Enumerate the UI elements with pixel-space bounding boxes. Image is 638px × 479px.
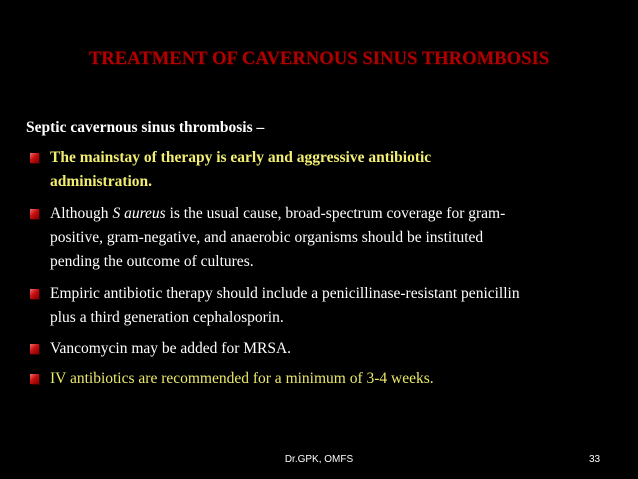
bullet-line: IV antibiotics are recommended for a minimum of 3-4 weeks.	[50, 370, 434, 387]
bullet-item	[50, 337, 610, 361]
bullet-line: Vancomycin may be added for MRSA.	[50, 340, 292, 357]
bullet-line: plus a third generation cephalosporin.	[50, 309, 284, 326]
bullet-item	[50, 146, 610, 194]
bullet-text: is the usual cause, broad-spectrum coverage for gram-	[165, 205, 506, 222]
page-number: 33	[589, 454, 601, 465]
bullet-text: Although	[50, 205, 113, 222]
slide-title: TREATMENT OF CAVERNOUS SINUS THROMBOSIS	[88, 49, 550, 69]
bullet-item	[50, 367, 610, 391]
bullet-line	[50, 202, 610, 226]
bullet-marker-icon	[30, 209, 39, 219]
slide-footer: Dr.GPK, OMFS	[284, 454, 354, 465]
bullet-line: pending the outcome of cultures.	[50, 253, 254, 270]
slide-subtitle: Septic cavernous sinus thrombosis –	[26, 119, 265, 136]
bullet-marker-icon	[30, 374, 39, 384]
bullet-item	[50, 282, 610, 330]
bullet-line: positive, gram-negative, and anaerobic organisms should be instituted	[50, 229, 484, 246]
bullet-marker-icon	[30, 344, 39, 354]
bullet-item	[50, 202, 610, 274]
bullet-marker-icon	[30, 153, 39, 163]
bullet-line: The mainstay of therapy is early and aggressive antibiotic	[50, 149, 432, 166]
bullet-line: Empiric antibiotic therapy should include a penicillinase-resistant penicillin	[50, 285, 520, 302]
bullet-line: administration.	[50, 173, 153, 190]
bullet-marker-icon	[30, 289, 39, 299]
organism-name: S aureus	[112, 205, 166, 222]
